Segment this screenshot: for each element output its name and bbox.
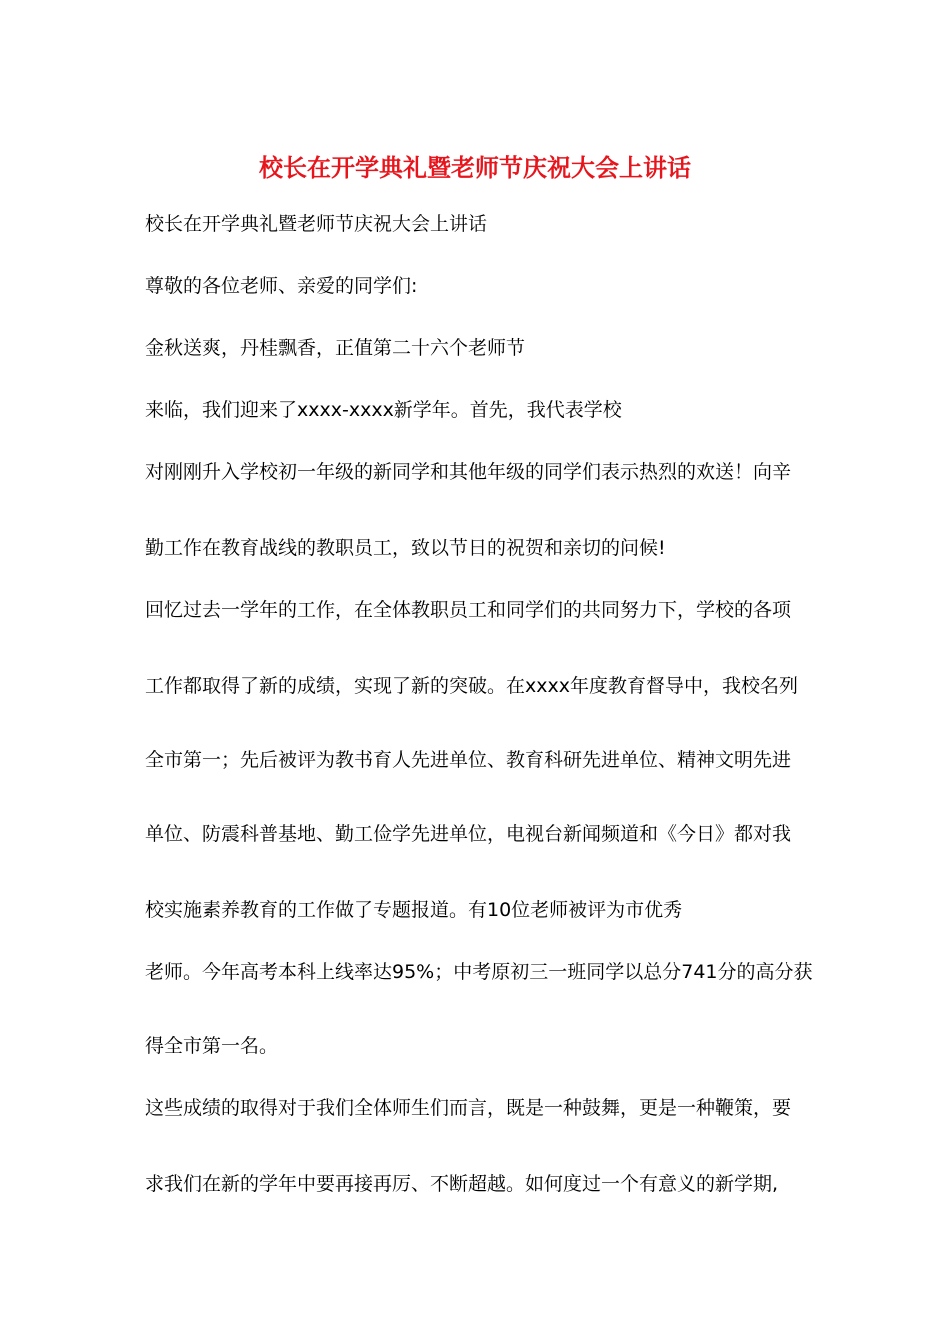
paragraph-line: 来临，我们迎来了xxxx-xxxx新学年。首先，我代表学校 <box>145 399 622 421</box>
paragraph-line: 单位、防震科普基地、勤工俭学先进单位，电视台新闻频道和《今日》都对我 <box>145 823 792 845</box>
paragraph-line: 校长在开学典礼暨老师节庆祝大会上讲话 <box>145 213 488 235</box>
paragraph-line: 全市第一；先后被评为教书育人先进单位、教育科研先进单位、精神文明先进 <box>145 749 792 771</box>
document-title: 校长在开学典礼暨老师节庆祝大会上讲话 <box>259 153 691 182</box>
paragraph-line: 得全市第一名。 <box>145 1035 279 1057</box>
paragraph-line: 尊敬的各位老师、亲爱的同学们: <box>145 275 418 297</box>
paragraph-line: 工作都取得了新的成绩，实现了新的突破。在xxxx年度教育督导中，我校名列 <box>145 675 798 697</box>
paragraph-line: 求我们在新的学年中要再接再厉、不断超越。如何度过一个有意义的新学期, <box>145 1173 779 1195</box>
paragraph-line: 勤工作在教育战线的教职员工，致以节日的祝贺和亲切的问候! <box>145 537 666 559</box>
paragraph-line: 对刚刚升入学校初一年级的新同学和其他年级的同学们表示热烈的欢送！向辛 <box>145 461 792 483</box>
paragraph-line: 回忆过去一学年的工作，在全体教职员工和同学们的共同努力下，学校的各项 <box>145 599 792 621</box>
paragraph-line: 金秋送爽，丹桂飘香，正值第二十六个老师节 <box>145 337 526 359</box>
paragraph-line: 老师。今年高考本科上线率达95%；中考原初三一班同学以总分741分的高分获 <box>145 961 813 983</box>
paragraph-line: 这些成绩的取得对于我们全体师生们而言，既是一种鼓舞，更是一种鞭策，要 <box>145 1097 792 1119</box>
paragraph-line: 校实施素养教育的工作做了专题报道。有10位老师被评为市优秀 <box>145 899 683 921</box>
